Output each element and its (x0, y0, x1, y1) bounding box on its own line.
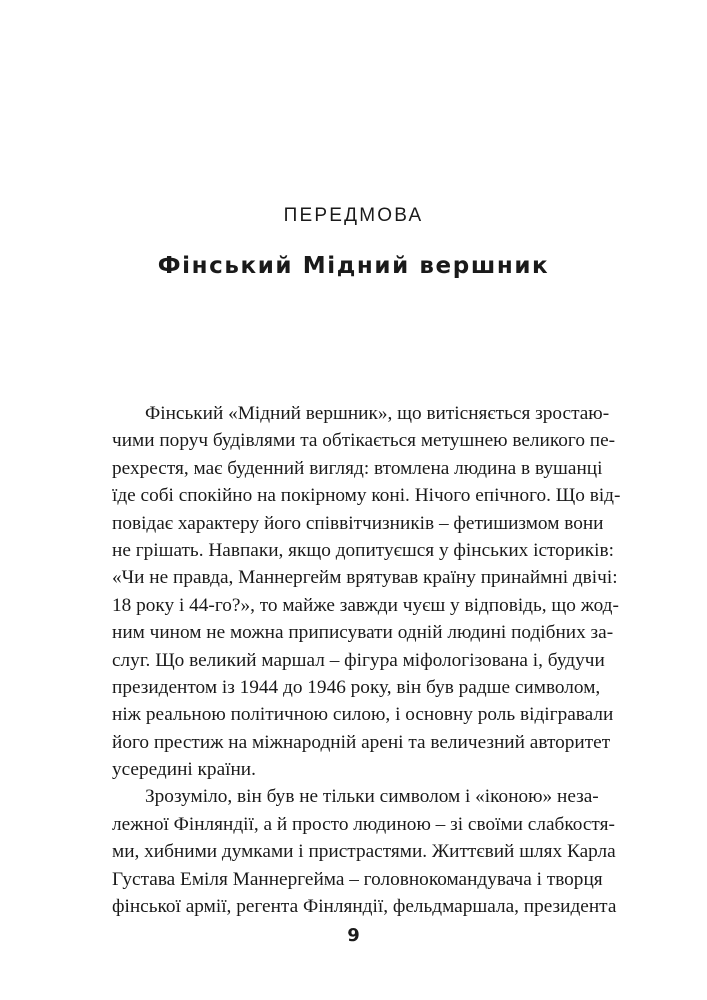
text-line: Фінський «Мідний вершник», що витісняється зростаю- (145, 403, 610, 424)
text-line: ми, хибними думками і пристрастями. Життєвий шлях Карла (112, 841, 616, 863)
text-line: 18 року і 44-го?», то майже завжди чуєш у відповідь, що жод- (112, 594, 619, 616)
chapter-title: Фінський Мідний вершник (157, 253, 550, 279)
section-label: ПЕРЕДМОВА (283, 205, 424, 226)
paragraph (112, 400, 621, 783)
text-line: лежної Фінляндії, а й просто людиною – зі своїми слабкостя- (112, 813, 615, 835)
text-line: не грішать. Навпаки, якщо допитуєшся у фінських істориків: (112, 539, 614, 561)
body-text (112, 400, 621, 920)
text-line: фінської армії, регента Фінляндії, фельдмаршала, президента (112, 896, 617, 918)
text-line: Зрозуміло, він був не тільки символом і «іконою» неза- (145, 786, 599, 808)
text-line: ніж реальною політичною силою, і основну роль відігравали (112, 704, 614, 726)
page-number: 9 (347, 925, 360, 946)
text-line: «Чи не правда, Маннергейм врятував країну принаймні двічі: (112, 567, 618, 589)
text-line: його престиж на міжнародній арені та величезний авторитет (112, 731, 611, 753)
text-line: їде собі спокійно на покірному коні. Нічого епічного. Що від- (112, 485, 621, 507)
paragraph (112, 783, 617, 920)
text-line: повідає характеру його співвітчизників – фетишизмом вони (112, 512, 604, 534)
text-line: президентом із 1944 до 1946 року, він був радше символом, (112, 676, 601, 698)
text-line: рехрестя, має буденний вигляд: втомлена людина в вушанці (112, 457, 603, 479)
text-line: ним чином не можна приписувати одній людині подібних за- (112, 622, 614, 644)
text-line: чими поруч будівлями та обтікається метушнею великого пе- (112, 430, 616, 452)
text-line: слуг. Що великий маршал – фігура міфологізована і, будучи (112, 649, 605, 671)
text-line: Густава Еміля Маннергейма – головнокомандувача і творця (112, 868, 603, 890)
text-line: усередині країни. (112, 759, 256, 781)
